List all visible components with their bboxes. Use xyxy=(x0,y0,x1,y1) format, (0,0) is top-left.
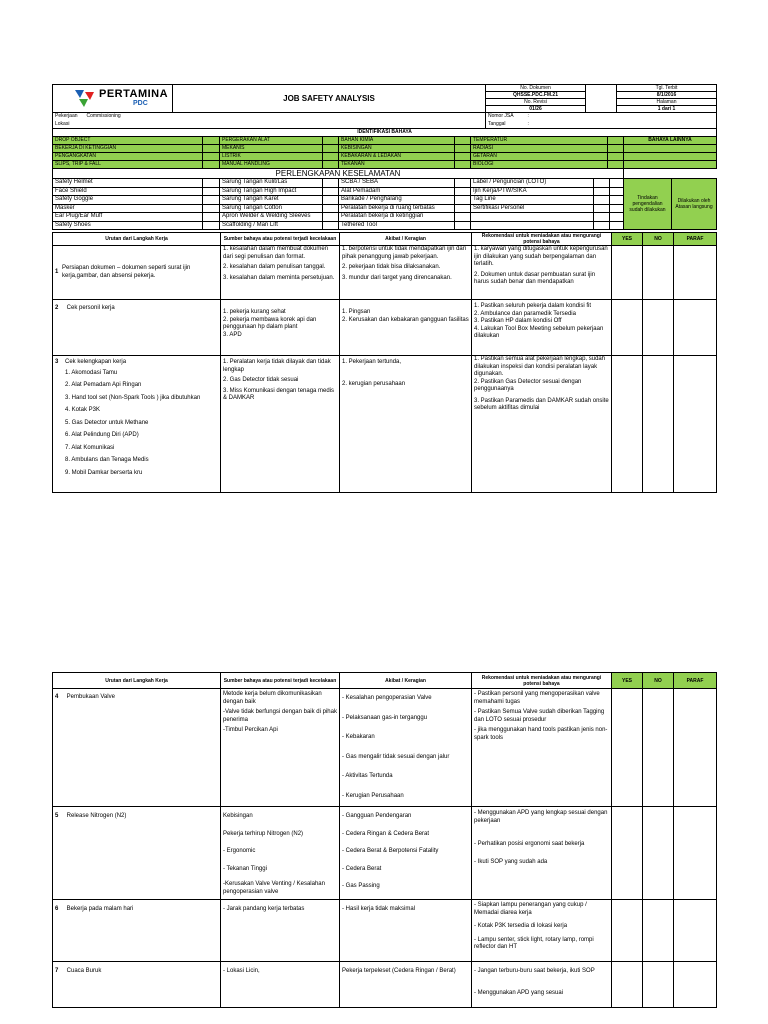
doc-no-label: No. Dokumen xyxy=(486,85,586,92)
recommend-text: - Lampu senter, stick light, rotary lamp, rompi reflector dan HT xyxy=(474,936,594,950)
step-text: Cuaca Buruk xyxy=(66,968,102,974)
hazard-item: TEMPERATUR xyxy=(471,137,608,145)
effect-text: - Cedera Ringan & Cedera Berat xyxy=(342,830,430,837)
tanggal-value[interactable]: : xyxy=(526,121,717,129)
effect-text: 2. Kerusakan dan kebakaran gangguan fasilitas xyxy=(342,316,469,323)
hazard-checkbox[interactable] xyxy=(455,153,471,161)
col-header-effect: Akibat / Keragian xyxy=(340,673,472,689)
step-subitem: 2. Alat Pemadam Api Ringan xyxy=(65,382,142,388)
hazard-item: PERGERAKAN ALAT xyxy=(220,137,323,145)
ppe-checkbox[interactable] xyxy=(323,179,339,188)
table-row xyxy=(53,356,717,493)
col-header-no: NO xyxy=(643,233,674,246)
paraf-cell[interactable] xyxy=(674,246,717,300)
ppe-item: Ear Plug/Ear Muff xyxy=(53,213,203,222)
date-value: 8/1/2016 xyxy=(617,92,717,99)
ppe-checkbox[interactable] xyxy=(203,187,220,196)
ppe-item: Sarung Tangan Karet xyxy=(220,196,323,205)
other-hazard-field[interactable] xyxy=(624,145,717,153)
document-title: JOB SAFETY ANALYSIS xyxy=(173,85,486,113)
paraf-cell[interactable] xyxy=(674,356,717,493)
ppe-item: Scaffolding / Man Lift xyxy=(220,221,323,230)
hazard-item: BAHAN KIMIA xyxy=(339,137,455,145)
recommend-text: 1. karyawan yang ditugaskan untuk kepengurusan ijin dilakukan yang sudah berpengalaman dan terlatih. xyxy=(474,246,608,267)
job-info-table xyxy=(52,112,717,129)
recommend-text: - Jangan terburu-buru saat bekerja, ikuti SOP xyxy=(474,968,595,974)
yes-cell[interactable] xyxy=(612,807,643,900)
page-value: 1 dari 1 xyxy=(617,106,717,113)
hazard-checkbox[interactable] xyxy=(203,153,220,161)
recommend-text: 1. Pastikan seluruh pekerja dalam kondisi fit xyxy=(474,303,592,309)
ppe-checkbox[interactable] xyxy=(594,179,610,188)
table-row xyxy=(53,900,717,962)
source-text: 1. kesalahan dalam membuat dokumen dari segi penulisan dan format. xyxy=(223,246,329,260)
hazard-item: SLIPS, TRIP & FALL xyxy=(53,161,203,169)
hazard-checkbox[interactable] xyxy=(608,153,624,161)
hazard-item: TEKANAN xyxy=(339,161,455,169)
effect-text: 2. kerugian perusahaan xyxy=(342,380,406,387)
effect-text: Pekerja terpeleset (Cedera Ringan / Berat) xyxy=(342,968,456,974)
ppe-item: Peralatan bekerja di ketinggian xyxy=(339,213,455,222)
ppe-checkbox[interactable] xyxy=(455,179,471,188)
step-cell xyxy=(53,300,221,356)
ppe-item: Label / Penguncian (LOTO) xyxy=(471,179,594,188)
recommend-text: 2. Ambulance dan paramedik Tersedia xyxy=(474,310,576,317)
no-cell[interactable] xyxy=(643,807,674,900)
hazard-section-title: IDENTIFIKASI BAHAYA xyxy=(53,129,717,137)
ppe-item[interactable] xyxy=(471,221,594,230)
step-subitem: 3. Hand tool set (Non-Spark Tools ) jika dibutuhkan xyxy=(65,394,201,401)
hazard-checkbox[interactable] xyxy=(455,145,471,153)
recommend-text: - Kotak P3K tersedia di lokasi kerja xyxy=(474,923,568,929)
recommend-cell xyxy=(472,900,612,962)
source-text: - Ergonomic xyxy=(223,848,256,854)
effect-text: - Hasil kerja tidak maksimal xyxy=(342,906,416,912)
date-label: Tgl. Terbit xyxy=(617,85,717,92)
recommend-text: 3. Pastikan HP dalam kondisi Off xyxy=(474,318,562,324)
hazard-item: MEKANIS xyxy=(220,145,323,153)
source-text: -Valve tidak berfungsi dengan baik di pihak penerima xyxy=(223,709,337,723)
recommend-cell xyxy=(472,962,612,1008)
step-text: Release Nitrogen (N2) xyxy=(66,813,127,819)
col-header-yes: YES xyxy=(612,673,643,689)
yes-cell[interactable] xyxy=(612,689,643,807)
effect-cell xyxy=(340,689,472,807)
source-text: - Tekanan Tinggi xyxy=(223,865,267,872)
hazard-item: RADIASI xyxy=(471,145,608,153)
step-text: Pembukaan Valve xyxy=(66,694,115,700)
recommend-text: - Ikuti SOP yang sudah ada xyxy=(474,858,548,865)
ppe-item: Ijin Kerja/PTW/SIKA xyxy=(471,187,594,196)
page-label: Halaman xyxy=(617,99,717,106)
step-subitem: 8. Ambulans dan Tenaga Medis xyxy=(65,457,149,463)
col-header-steps: Urutan dari Langkah Kerja xyxy=(53,673,221,689)
step-cell xyxy=(53,807,221,900)
ppe-checkbox[interactable] xyxy=(455,187,471,196)
pekerjaan-label: Pekerjaan xyxy=(53,113,85,121)
col-header-no: NO xyxy=(643,673,674,689)
ppe-item: Sarung Tangan High Impact xyxy=(220,187,323,196)
hazard-item: GETARAN xyxy=(471,153,608,161)
source-cell xyxy=(221,300,340,356)
logo-sub: PDC xyxy=(133,100,148,107)
ppe-item[interactable] xyxy=(471,213,594,222)
effect-text: 3. mundur dari target yang direncanakan. xyxy=(342,274,452,281)
ppe-item: Tag Line xyxy=(471,196,594,205)
jsa-page-1 xyxy=(52,84,716,493)
tanggal-label: Tanggal xyxy=(486,121,526,129)
recommend-text: - Menggunakan APD yang sesuai xyxy=(474,989,564,996)
paraf-cell[interactable] xyxy=(674,300,717,356)
control-done-note: Tindakan pengendalian sudah dilakukan xyxy=(624,179,672,230)
effect-cell xyxy=(340,246,472,300)
step-cell xyxy=(53,689,221,807)
effect-cell xyxy=(340,962,472,1008)
step-number: 6 xyxy=(55,906,59,912)
hazard-checkbox[interactable] xyxy=(455,137,471,145)
step-number: 5 xyxy=(55,813,59,819)
source-text: - Lokasi Licin, xyxy=(223,968,260,974)
logo-cell xyxy=(53,85,173,113)
step-cell xyxy=(53,356,221,493)
rev-label: No. Revisi xyxy=(486,99,586,106)
other-hazard-field[interactable] xyxy=(624,153,717,161)
step-text: Cek kelengkapan kerja xyxy=(65,359,127,365)
no-cell[interactable] xyxy=(643,689,674,807)
step-text: Persiapan dokumen – dokumen seperti surat ijin kerja,gambar, dan absensi pekerja. xyxy=(61,265,191,279)
step-number: 3 xyxy=(55,359,59,365)
source-text: 1. pekerja kurang sehat xyxy=(223,309,286,315)
ppe-item: Sertifikasi Personel xyxy=(471,204,594,213)
source-text: Kebisingan xyxy=(223,813,253,819)
col-header-recommend: Rekomendasi untuk meniadakan atau mengurangi potensi bahaya xyxy=(472,233,612,246)
ppe-checkbox[interactable] xyxy=(594,196,610,205)
step-number: 7 xyxy=(55,968,59,974)
doc-no-value: QHSSE.PDC.FM.21 xyxy=(486,92,586,99)
source-text: -Timbul Percikan Api xyxy=(223,727,278,733)
hazard-item: BEKERJA DI KETINGGIAN xyxy=(53,145,203,153)
table-row xyxy=(53,689,717,807)
ppe-item: Sarung Tangan Kulit/Las xyxy=(220,179,323,188)
step-number: 2 xyxy=(55,305,59,311)
effect-text: - Cedera Berat & Berpotensi Fatality xyxy=(342,848,439,854)
ppe-checkbox[interactable] xyxy=(323,221,339,230)
step-number: 1 xyxy=(55,268,59,275)
ppe-checkbox[interactable] xyxy=(594,204,610,213)
step-cell xyxy=(53,246,221,300)
other-hazard-label: BAHAYA LAINNYA xyxy=(624,137,717,145)
rev-value: 01/26 xyxy=(486,106,586,113)
effect-text: - Gangguan Pendengaran xyxy=(342,813,412,819)
hazard-checkbox[interactable] xyxy=(203,145,220,153)
paraf-cell[interactable] xyxy=(674,900,717,962)
hazard-checkbox[interactable] xyxy=(323,137,339,145)
jsa-header-table xyxy=(52,84,717,113)
jsa-page-2 xyxy=(52,672,716,1008)
yes-cell[interactable] xyxy=(612,300,643,356)
source-text: - Jarak pandang kerja terbatas xyxy=(223,906,305,912)
recommend-text: - Perhatikan posisi ergonomi saat bekerja xyxy=(474,841,585,847)
recommend-cell xyxy=(472,246,612,300)
hazard-checkbox[interactable] xyxy=(203,137,220,145)
hazard-item: MANUAL HANDLING xyxy=(220,161,323,169)
source-text: 3. kesalahan dalam meminta persetujuan. xyxy=(223,274,335,281)
step-subitem: 1. Akomodasi Tamu xyxy=(65,369,118,376)
paraf-cell[interactable] xyxy=(674,807,717,900)
no-cell[interactable] xyxy=(643,246,674,300)
source-text: 2. kesalahan dalam penulisan tanggal. xyxy=(223,264,326,270)
col-header-steps: Urutan dari Langkah Kerja xyxy=(53,233,221,246)
ppe-checkbox[interactable] xyxy=(455,221,471,230)
effect-text: 1. Pekerjaan tertunda, xyxy=(342,359,402,365)
table-row xyxy=(53,300,717,356)
source-cell xyxy=(221,356,340,493)
effect-text: - Cedera Berat xyxy=(342,865,382,872)
source-text: Metode kerja belum dikomunikasikan dengan baik xyxy=(223,691,322,705)
recommend-text: - Pastikan personil yang mengoperasikan valve memahami tugas xyxy=(474,691,600,705)
yes-cell[interactable] xyxy=(612,246,643,300)
effect-text: - Kebakaran xyxy=(342,734,375,740)
ppe-checkbox[interactable] xyxy=(323,196,339,205)
ppe-item: Tethered Tool xyxy=(339,221,455,230)
hazard-item: KEBISINGAN xyxy=(339,145,455,153)
source-text: 1. Peralatan kerja tidak dilayak dan tidak lengkap xyxy=(223,359,331,373)
ppe-checkbox[interactable] xyxy=(203,196,220,205)
effect-text: 1. berpotensi untuk tidak mendapatkan ijin dari pihak penanggung jawab pekerjaan. xyxy=(342,246,467,260)
source-text: 2. Gas Detector tidak sesuai xyxy=(223,377,299,383)
effect-cell xyxy=(340,807,472,900)
recommend-text: 2. Pastikan Gas Detector sesuai dengan penggunaanya xyxy=(474,378,582,392)
hazard-checkbox[interactable] xyxy=(323,153,339,161)
col-header-yes: YES xyxy=(612,233,643,246)
ppe-checkbox[interactable] xyxy=(203,204,220,213)
col-header-source: Sumber bahaya atau potensi terjadi kecelakaan xyxy=(221,673,340,689)
effect-text: - Pelaksanaan gas-in terganggu xyxy=(342,714,428,721)
source-text: 3. APD xyxy=(223,331,242,338)
jsa-steps-table-1 xyxy=(52,232,717,493)
ppe-item: Masker xyxy=(53,204,203,213)
no-cell[interactable] xyxy=(643,356,674,493)
yes-cell[interactable] xyxy=(612,962,643,1008)
source-text: Pekerja terhirup Nitrogen (N2) xyxy=(223,830,304,837)
step-text: Cek personil kerja xyxy=(66,305,115,311)
source-cell xyxy=(221,962,340,1008)
no-cell[interactable] xyxy=(643,300,674,356)
ppe-checkbox[interactable] xyxy=(203,179,220,188)
recommend-cell xyxy=(472,689,612,807)
recommend-text: - Menggunakan APD yang lengkap sesuai dengan pekerjaan xyxy=(474,810,608,824)
jsa-steps-table-2 xyxy=(52,672,717,1008)
effect-cell xyxy=(340,356,472,493)
step-subitem: 5. Gas Detector untuk Methane xyxy=(65,419,149,426)
step-subitem: 7. Alat Komunikasi xyxy=(65,444,115,451)
ppe-item: Sarung Tangan Cotton xyxy=(220,204,323,213)
step-number: 4 xyxy=(55,694,59,700)
recommend-text: - Pastikan Semua Valve sudah diberikan Tagging dan LOTO sesuai prosedur xyxy=(474,709,605,723)
no-cell[interactable] xyxy=(643,962,674,1008)
source-text: 2. pekerja membawa korek api dan penggunaan hp dalam plant xyxy=(223,316,317,330)
step-subitem: 4. Kotak P3K xyxy=(65,407,101,413)
ppe-item: Safety Shoes xyxy=(53,221,203,230)
col-header-source: Sumber bahaya atau potensi terjadi kecelakaan xyxy=(221,233,340,246)
hazard-item: DROP OBJECT xyxy=(53,137,203,145)
effect-text: - Kerugian Perusahaan xyxy=(342,792,404,799)
ppe-checkbox[interactable] xyxy=(323,204,339,213)
recommend-text: 4. Lakukan Tool Box Meeting sebelum pekerjaan dilakukan xyxy=(474,325,604,339)
supervisor-note: Dilakukan oleh Atasan langsung xyxy=(672,179,717,230)
ppe-checkbox[interactable] xyxy=(594,221,610,230)
effect-text: - Aktivitas Tertunda xyxy=(342,773,393,779)
recommend-text: 1. Pastikan semua alat pekerjaan lengkap, sudah dilakukan inspeksi dan kondisi peralatan layak digunakan. xyxy=(474,356,606,377)
nomor-jsa-value[interactable]: : xyxy=(526,113,717,121)
ppe-item: Barikade / Penghalang xyxy=(339,196,455,205)
paraf-cell[interactable] xyxy=(674,962,717,1008)
recommend-cell xyxy=(472,300,612,356)
nomor-jsa-label: Nomor JSA xyxy=(486,113,526,121)
effect-text: - Gas mengalir tidak sesuai dengan jalur xyxy=(342,753,450,760)
source-cell xyxy=(221,807,340,900)
source-text: -Kerusakan Valve Venting / Kesalahan pengoperasian valve xyxy=(223,881,325,895)
col-header-effect: Akibat / Keragian xyxy=(340,233,472,246)
no-cell[interactable] xyxy=(643,900,674,962)
yes-cell[interactable] xyxy=(612,356,643,493)
effect-text: 2. pekerjaan tidak bisa dilaksanakan. xyxy=(342,264,441,270)
ppe-item: Safety Helmet xyxy=(53,179,203,188)
ppe-checkbox[interactable] xyxy=(323,187,339,196)
ppe-table xyxy=(52,168,717,230)
ppe-item: SCBA / SEBA xyxy=(339,179,455,188)
source-cell xyxy=(221,900,340,962)
step-cell xyxy=(53,962,221,1008)
col-header-paraf: PARAF xyxy=(674,673,717,689)
effect-cell xyxy=(340,900,472,962)
effect-text: 1. Pingsan xyxy=(342,309,371,315)
ppe-checkbox[interactable] xyxy=(455,213,471,222)
ppe-checkbox[interactable] xyxy=(594,187,610,196)
paraf-cell[interactable] xyxy=(674,689,717,807)
effect-text: - Gas Passing xyxy=(342,883,380,889)
step-subitem: 9. Mobil Damkar berserta kru xyxy=(65,469,143,476)
ppe-checkbox[interactable] xyxy=(203,213,220,222)
col-header-recommend: Rekomendasi untuk meniadakan atau mengurangi potensi bahaya xyxy=(472,673,612,689)
ppe-checkbox[interactable] xyxy=(203,221,220,230)
hazard-item: LISTRIK xyxy=(220,153,323,161)
hazard-checkbox[interactable] xyxy=(608,145,624,153)
step-subitem: 6. Alat Pelindung Diri (APD) xyxy=(65,432,139,438)
table-row xyxy=(53,246,717,300)
pertamina-logo-icon xyxy=(73,88,99,108)
recommend-cell xyxy=(472,807,612,900)
ppe-checkbox[interactable] xyxy=(323,213,339,222)
hazard-item: KEBAKARAN & LEDAKAN xyxy=(339,153,455,161)
step-cell xyxy=(53,900,221,962)
ppe-checkbox[interactable] xyxy=(455,196,471,205)
ppe-item: Apron Welder & Welding Sleeves xyxy=(220,213,323,222)
recommend-text: 3. Pastikan Paramedis dan DAMKAR sudah onsite sebelum aktifitas dimulai xyxy=(474,397,609,411)
source-cell xyxy=(221,246,340,300)
ppe-item: Face Shield xyxy=(53,187,203,196)
ppe-item: Peralatan bekerja di ruang terbatas xyxy=(339,204,455,213)
ppe-item: Alat Pemadam xyxy=(339,187,455,196)
lokasi-label: Lokasi xyxy=(53,121,85,129)
hazard-checkbox[interactable] xyxy=(323,145,339,153)
logo-name: PERTAMINA xyxy=(99,88,169,100)
pekerjaan-value: Commissioning xyxy=(85,113,486,121)
recommend-cell xyxy=(472,356,612,493)
yes-cell[interactable] xyxy=(612,900,643,962)
ppe-checkbox[interactable] xyxy=(455,204,471,213)
ppe-item: Safety Goggle xyxy=(53,196,203,205)
hazard-identification-table xyxy=(52,128,717,169)
col-header-paraf: PARAF xyxy=(674,233,717,246)
hazard-checkbox[interactable] xyxy=(608,137,624,145)
hazard-item: BIOLOGI xyxy=(471,161,608,169)
table-row xyxy=(53,962,717,1008)
ppe-checkbox[interactable] xyxy=(594,213,610,222)
source-text: 3. Miss Komunikasi dengan tenaga medis & DAMKAR xyxy=(223,387,335,401)
effect-text: - Kesalahan pengoperasian Valve xyxy=(342,695,432,701)
step-text: Bekerja pada malam hari xyxy=(66,906,134,912)
recommend-text: - jika menggunakan hand tools pastikan jenis non-spark tools xyxy=(474,727,608,741)
hazard-item: PENGANGKATAN xyxy=(53,153,203,161)
table-row xyxy=(53,807,717,900)
recommend-text: 2. Dokumen untuk dasar pembuatan surat ijin harus sudah benar dan mendapatkan xyxy=(474,271,596,285)
effect-cell xyxy=(340,300,472,356)
recommend-text: - Siapkan lampu penerangan yang cukup / Memadai diarea kerja xyxy=(474,902,587,916)
ppe-section-title: PERLENGKAPAN KESELAMATAN xyxy=(53,169,624,179)
source-cell xyxy=(221,689,340,807)
